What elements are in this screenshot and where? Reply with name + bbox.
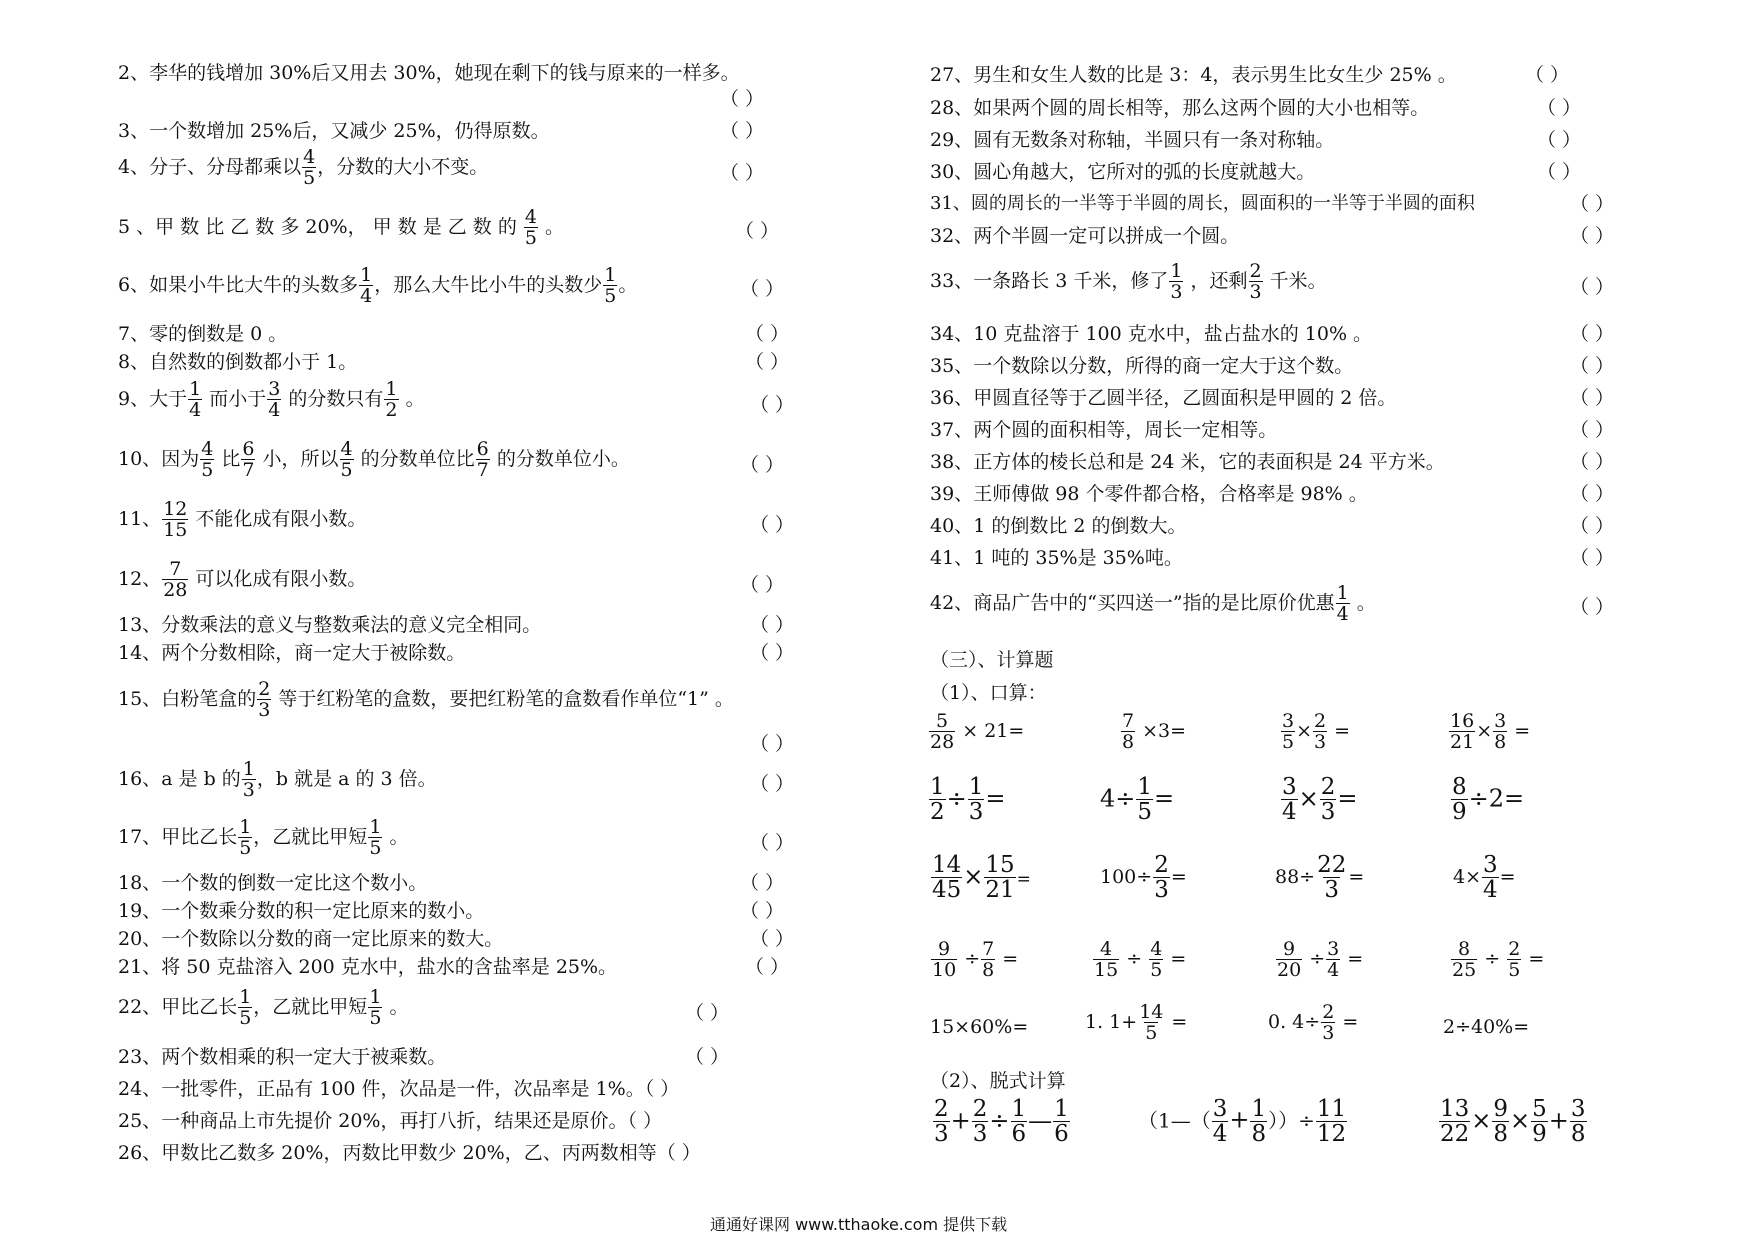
answer-blank[interactable]: （ ） [720,88,765,110]
answer-blank[interactable]: （ ） [1570,483,1615,505]
oral-item: 4× $\frac{3}{4}$ = [1453,852,1516,903]
q21: 21、将 50 克盐溶入 200 克水中，盐水的含盐率是 25%。 [118,956,618,978]
answer-blank[interactable]: （ ） [750,773,795,795]
answer-blank[interactable]: （ ） [740,900,785,922]
answer-blank[interactable]: （ ） [740,872,785,894]
answer-blank[interactable]: （ ） [740,454,785,476]
q3: 3、一个数增加 25%后，又减少 25%，仍得原数。 [118,120,550,142]
answer-blank[interactable]: （ ） [745,956,790,978]
q27: 27、男生和女生人数的比是 3：4，表示男生比女生少 25% 。 [930,64,1457,86]
answer-blank[interactable]: （ ） [1570,323,1615,345]
answer-blank[interactable]: （ ） [745,351,790,373]
q13: 13、分数乘法的意义与整数乘法的意义完全相同。 [118,614,542,636]
answer-blank[interactable]: （ ） [1570,276,1615,298]
answer-blank[interactable]: （ ） [740,574,785,596]
q14: 14、两个分数相除，商一定大于被除数。 [118,642,466,664]
q33: 33、一条路长 3 千米，修了 $\frac{1}{3}$ ，还剩 $\frac{2}{3}$ 千米。 [930,260,1327,303]
q18: 18、一个数的倒数一定比这个数小。 [118,872,428,894]
answer-blank[interactable]: （ ） [750,832,795,854]
oral-item: $\frac{7}{8}$ ×3= [1122,710,1187,753]
oral-item: 0. 4÷ $\frac{2}{3}$ = [1268,1001,1359,1044]
answer-blank[interactable]: （ ） [1570,193,1615,215]
answer-blank[interactable]: （ ） [1537,129,1582,151]
q39: 39、王师傅做 98 个零件都合格，合格率是 98% 。 [930,483,1368,505]
answer-blank[interactable]: （ ） [720,162,765,184]
answer-blank[interactable]: （ ） [735,220,780,242]
q32: 32、两个半圆一定可以拼成一个圆。 [930,225,1240,247]
oral-item: $\frac{5}{28}$ × 21= [930,710,1025,753]
oral-item: $\frac{16}{21}$ × $\frac{3}{8}$ = [1450,710,1531,753]
q34: 34、10 克盐溶于 100 克水中，盐占盐水的 10% 。 [930,323,1373,345]
q16: 16、a 是 b 的 $\frac{1}{3}$ ，b 就是 a 的 3 倍。 [118,758,437,801]
answer-blank[interactable]: （ ） [740,278,785,300]
q12: 12、 $\frac{7}{28}$ 可以化成有限小数。 [118,558,367,601]
q8: 8、自然数的倒数都小于 1。 [118,351,358,373]
answer-blank[interactable]: （ ） [1570,596,1615,618]
q4: 4、分子、分母都乘以 $\frac{4}{5}$ ，分数的大小不变。 [118,146,489,189]
oral-item: 100÷ $\frac{2}{3}$ = [1100,852,1187,903]
q25: 25、一种商品上市先提价 20%，再打八折，结果还是原价。（ ） [118,1110,662,1132]
oral-item: 88÷ $\frac{22}{3}$ = [1275,852,1365,903]
oral-item: 4÷ $\frac{1}{5}$ = [1100,774,1175,825]
oral-calc-title: （1）、口算： [930,682,1047,704]
q26: 26、甲数比乙数多 20%，丙数比甲数少 20%，乙、丙两数相等（ ） [118,1142,701,1164]
answer-blank[interactable]: （ ） [750,642,795,664]
q20: 20、一个数除以分数的商一定比原来的数大。 [118,928,504,950]
answer-blank[interactable]: （ ） [750,733,795,755]
answer-blank[interactable]: （ ） [750,928,795,950]
answer-blank[interactable]: （ ） [1537,161,1582,183]
q7: 7、零的倒数是 0 。 [118,323,288,345]
q24: 24、一批零件，正品有 100 件，次品是一件，次品率是 1%。（ ） [118,1078,680,1100]
q5: 5 、甲 数 比 乙 数 多 20%， 甲 数 是 乙 数 的 $\frac{4}{5}$ 。 [118,206,565,249]
footer-credit: 通通好课网 www.tthaoke.com 提供下载 [710,1215,1008,1234]
oral-item: $\frac{9}{20}$ ÷ $\frac{3}{4}$ = [1277,938,1364,981]
oral-item: $\frac{3}{4}$ × $\frac{2}{3}$ = [1282,774,1358,825]
answer-blank[interactable]: （ ） [720,120,765,142]
oral-item: $\frac{1}{2}$ ÷ $\frac{1}{3}$ = [930,774,1006,825]
q22: 22、甲比乙长 $\frac{1}{5}$ ，乙就比甲短 $\frac{1}{5}$ 。 [118,986,409,1029]
q6: 6、如果小牛比大牛的头数多 $\frac{1}{4}$ ，那么大牛比小牛的头数少 $\frac{1}{5}$ 。 [118,264,638,307]
q36: 36、甲圆直径等于乙圆半径，乙圆面积是甲圆的 2 倍。 [930,387,1397,409]
oral-item: $\frac{14}{45}$ × $\frac{15}{21}$ = [932,852,1031,903]
answer-blank[interactable]: （ ） [685,1046,730,1068]
oral-item: $\frac{3}{5}$ × $\frac{2}{3}$ = [1282,710,1351,753]
q17: 17、甲比乙长 $\frac{1}{5}$ ，乙就比甲短 $\frac{1}{5}$ 。 [118,816,409,859]
q15: 15、白粉笔盒的 $\frac{2}{3}$ 等于红粉笔的盒数，要把红粉笔的盒数看作单位“1” 。 [118,678,734,721]
calc-expression-1: $\frac{2}{3}$ + $\frac{2}{3}$ ÷ $\frac{1}{6}$ — $\frac{1}{6}$ [934,1096,1069,1147]
answer-blank[interactable]: （ ） [685,1002,730,1024]
answer-blank[interactable]: （ ） [1570,451,1615,473]
q31: 31、圆的周长的一半等于半圆的周长，圆面积的一半等于半圆的面积 [930,193,1475,214]
oral-item: 15×60%= [930,1016,1029,1038]
oral-item: 2÷40%= [1443,1016,1530,1038]
answer-blank[interactable]: （ ） [1570,355,1615,377]
answer-blank[interactable]: （ ） [1570,547,1615,569]
answer-blank[interactable]: （ ） [750,514,795,536]
q35: 35、一个数除以分数，所得的商一定大于这个数。 [930,355,1354,377]
calc-expression-3: $\frac{13}{22}$ × $\frac{9}{8}$ × $\frac{5}{9}$ + $\frac{3}{8}$ [1440,1096,1586,1147]
oral-item: $\frac{8}{25}$ ÷ $\frac{2}{5}$ = [1452,938,1545,981]
answer-blank[interactable]: （ ） [1570,225,1615,247]
q2: 2、李华的钱增加 30%后又用去 30%，她现在剩下的钱与原来的一样多。 [118,62,740,84]
q23: 23、两个数相乘的积一定大于被乘数。 [118,1046,447,1068]
oral-item: $\frac{4}{15}$ ÷ $\frac{4}{5}$ = [1094,938,1187,981]
answer-blank[interactable]: （ ） [1570,387,1615,409]
q30: 30、圆心角越大，它所对的弧的长度就越大。 [930,161,1316,183]
section-title-calc: （三）、计算题 [930,649,1054,671]
q41: 41、1 吨的 35%是 35%吨。 [930,547,1183,569]
calc-expression-2: （1—（ $\frac{3}{4}$ + $\frac{1}{8}$ ））÷ $\frac{11}{12}$ [1138,1096,1347,1147]
q9: 9、大于 $\frac{1}{4}$ 而小于 $\frac{3}{4}$ 的分数只有 $\frac{1}{2}$ 。 [118,378,425,421]
oral-item: $\frac{9}{10}$ ÷ $\frac{7}{8}$ = [932,938,1019,981]
answer-blank[interactable]: （ ） [1537,97,1582,119]
q37: 37、两个圆的面积相等，周长一定相等。 [930,419,1278,441]
q10: 10、因为 $\frac{4}{5}$ 比 $\frac{6}{7}$ 小，所以 $\frac{4}{5}$ 的分数单位比 $\frac{6}{7}$ 的分数单位小。 [118,438,630,481]
q38: 38、正方体的棱长总和是 24 米，它的表面积是 24 平方米。 [930,451,1445,473]
q28: 28、如果两个圆的周长相等，那么这两个圆的大小也相等。 [930,97,1430,119]
answer-blank[interactable]: （ ） [1525,64,1570,86]
q11: 11、 $\frac{12}{15}$ 不能化成有限小数。 [118,498,367,541]
oral-item: 1. 1+ $\frac{14}{5}$ = [1085,1001,1188,1044]
q29: 29、圆有无数条对称轴，半圆只有一条对称轴。 [930,129,1335,151]
answer-blank[interactable]: （ ） [1570,419,1615,441]
answer-blank[interactable]: （ ） [750,394,795,416]
q40: 40、1 的倒数比 2 的倒数大。 [930,515,1187,537]
q19: 19、一个数乘分数的积一定比原来的数小。 [118,900,485,922]
answer-blank[interactable]: （ ） [745,323,790,345]
answer-blank[interactable]: （ ） [1570,515,1615,537]
q42: 42、商品广告中的“买四送一”指的是比原价优惠 $\frac{1}{4}$ 。 [930,582,1376,625]
answer-blank[interactable]: （ ） [750,614,795,636]
oral-item: $\frac{8}{9}$ ÷2= [1452,774,1525,825]
written-calc-title: （2）、脱式计算 [930,1070,1066,1092]
